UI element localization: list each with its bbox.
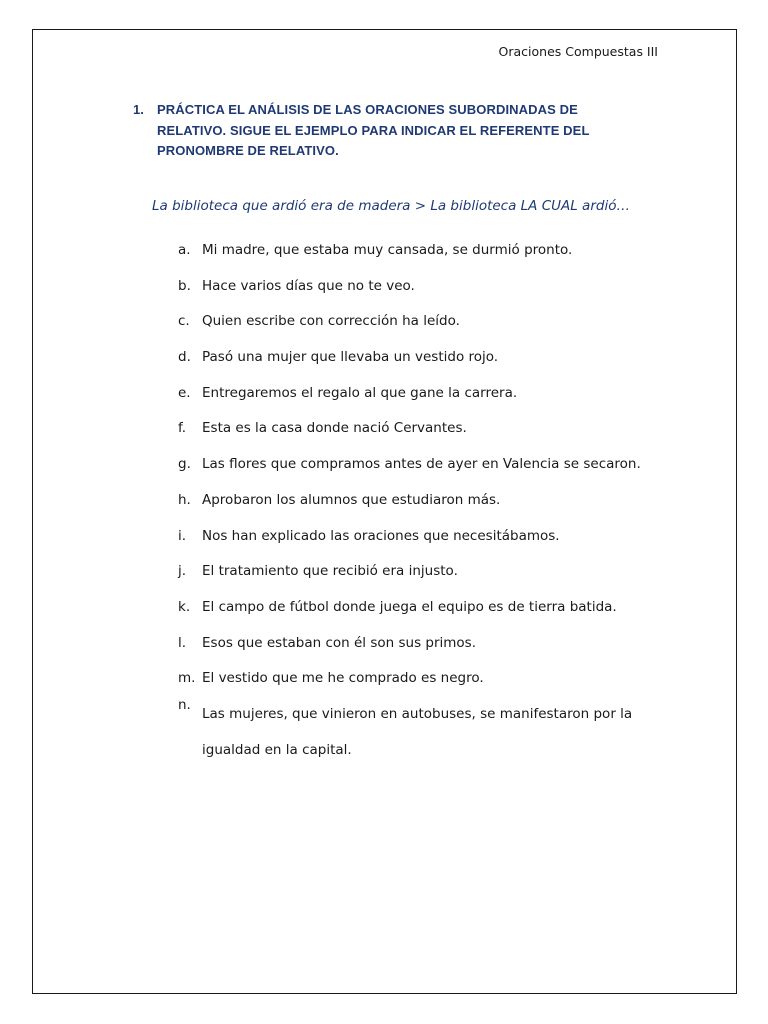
exercise-number: 1.	[133, 102, 144, 117]
list-item-sentence: Las mujeres, que vinieron en autobuses, se manifestaron por la igualdad en la capital.	[202, 705, 633, 758]
list-item-letter: k.	[178, 598, 191, 615]
list-item	[178, 312, 658, 348]
list-item-sentence: Esos que estaban con él son sus primos.	[202, 634, 477, 651]
list-item-sentence: Aprobaron los alumnos que estudiaron más.	[202, 491, 501, 508]
list-item-sentence: Nos han explicado las oraciones que necesitábamos.	[202, 527, 560, 544]
page-header-title: Oraciones Compuestas III	[498, 44, 658, 59]
exercise-instruction-text: PRÁCTICA EL ANÁLISIS DE LAS ORACIONES SUBORDINADAS DE RELATIVO. SIGUE EL EJEMPLO PARA INDICAR EL REFERENTE DEL PRONOMBRE DE RELATIVO.	[157, 102, 590, 158]
list-item-letter: l.	[178, 634, 187, 651]
list-item	[178, 384, 658, 420]
list-item	[178, 696, 658, 768]
list-item	[178, 348, 658, 384]
list-item-letter: f.	[178, 420, 187, 437]
list-item	[178, 277, 658, 313]
list-item-letter: d.	[178, 349, 191, 366]
list-item-sentence: Pasó una mujer que llevaba un vestido rojo.	[202, 349, 499, 366]
list-item	[178, 562, 658, 598]
list-item-sentence: El vestido que me he comprado es negro.	[202, 670, 484, 687]
list-item-sentence: Las flores que compramos antes de ayer en Valencia se secaron.	[202, 456, 641, 473]
list-item-letter: e.	[178, 384, 191, 401]
list-item	[178, 241, 658, 277]
list-item-sentence: Esta es la casa donde nació Cervantes.	[202, 420, 467, 437]
list-item-letter: a.	[178, 242, 191, 258]
list-item	[178, 419, 658, 455]
list-item-sentence: El tratamiento que recibió era injusto.	[202, 563, 458, 580]
list-item	[178, 491, 658, 527]
list-item-letter: i.	[178, 527, 187, 544]
list-item-letter: n.	[178, 696, 191, 713]
list-item	[178, 527, 658, 563]
list-item-letter: m.	[178, 670, 196, 687]
example-sentence: La biblioteca que ardió era de madera > La biblioteca LA CUAL ardió…	[152, 198, 630, 214]
list-item-sentence: El campo de fútbol donde juega el equipo es de tierra batida.	[202, 598, 617, 615]
list-item	[178, 634, 658, 670]
list-item-letter: c.	[178, 313, 190, 330]
list-item-sentence: Entregaremos el regalo al que gane la carrera.	[202, 384, 518, 401]
sentence-list	[178, 241, 658, 768]
list-item-letter: h.	[178, 491, 191, 508]
list-item-sentence: Mi madre, que estaba muy cansada, se durmió pronto.	[202, 242, 573, 258]
exercise-instruction	[133, 100, 623, 162]
list-item-letter: g.	[178, 456, 191, 473]
list-item	[178, 598, 658, 634]
list-item-sentence: Quien escribe con corrección ha leído.	[202, 313, 460, 330]
list-item-sentence: Hace varios días que no te veo.	[202, 277, 415, 294]
list-item-letter: j.	[178, 563, 187, 580]
list-item-letter: b.	[178, 277, 191, 294]
list-item	[178, 455, 658, 491]
